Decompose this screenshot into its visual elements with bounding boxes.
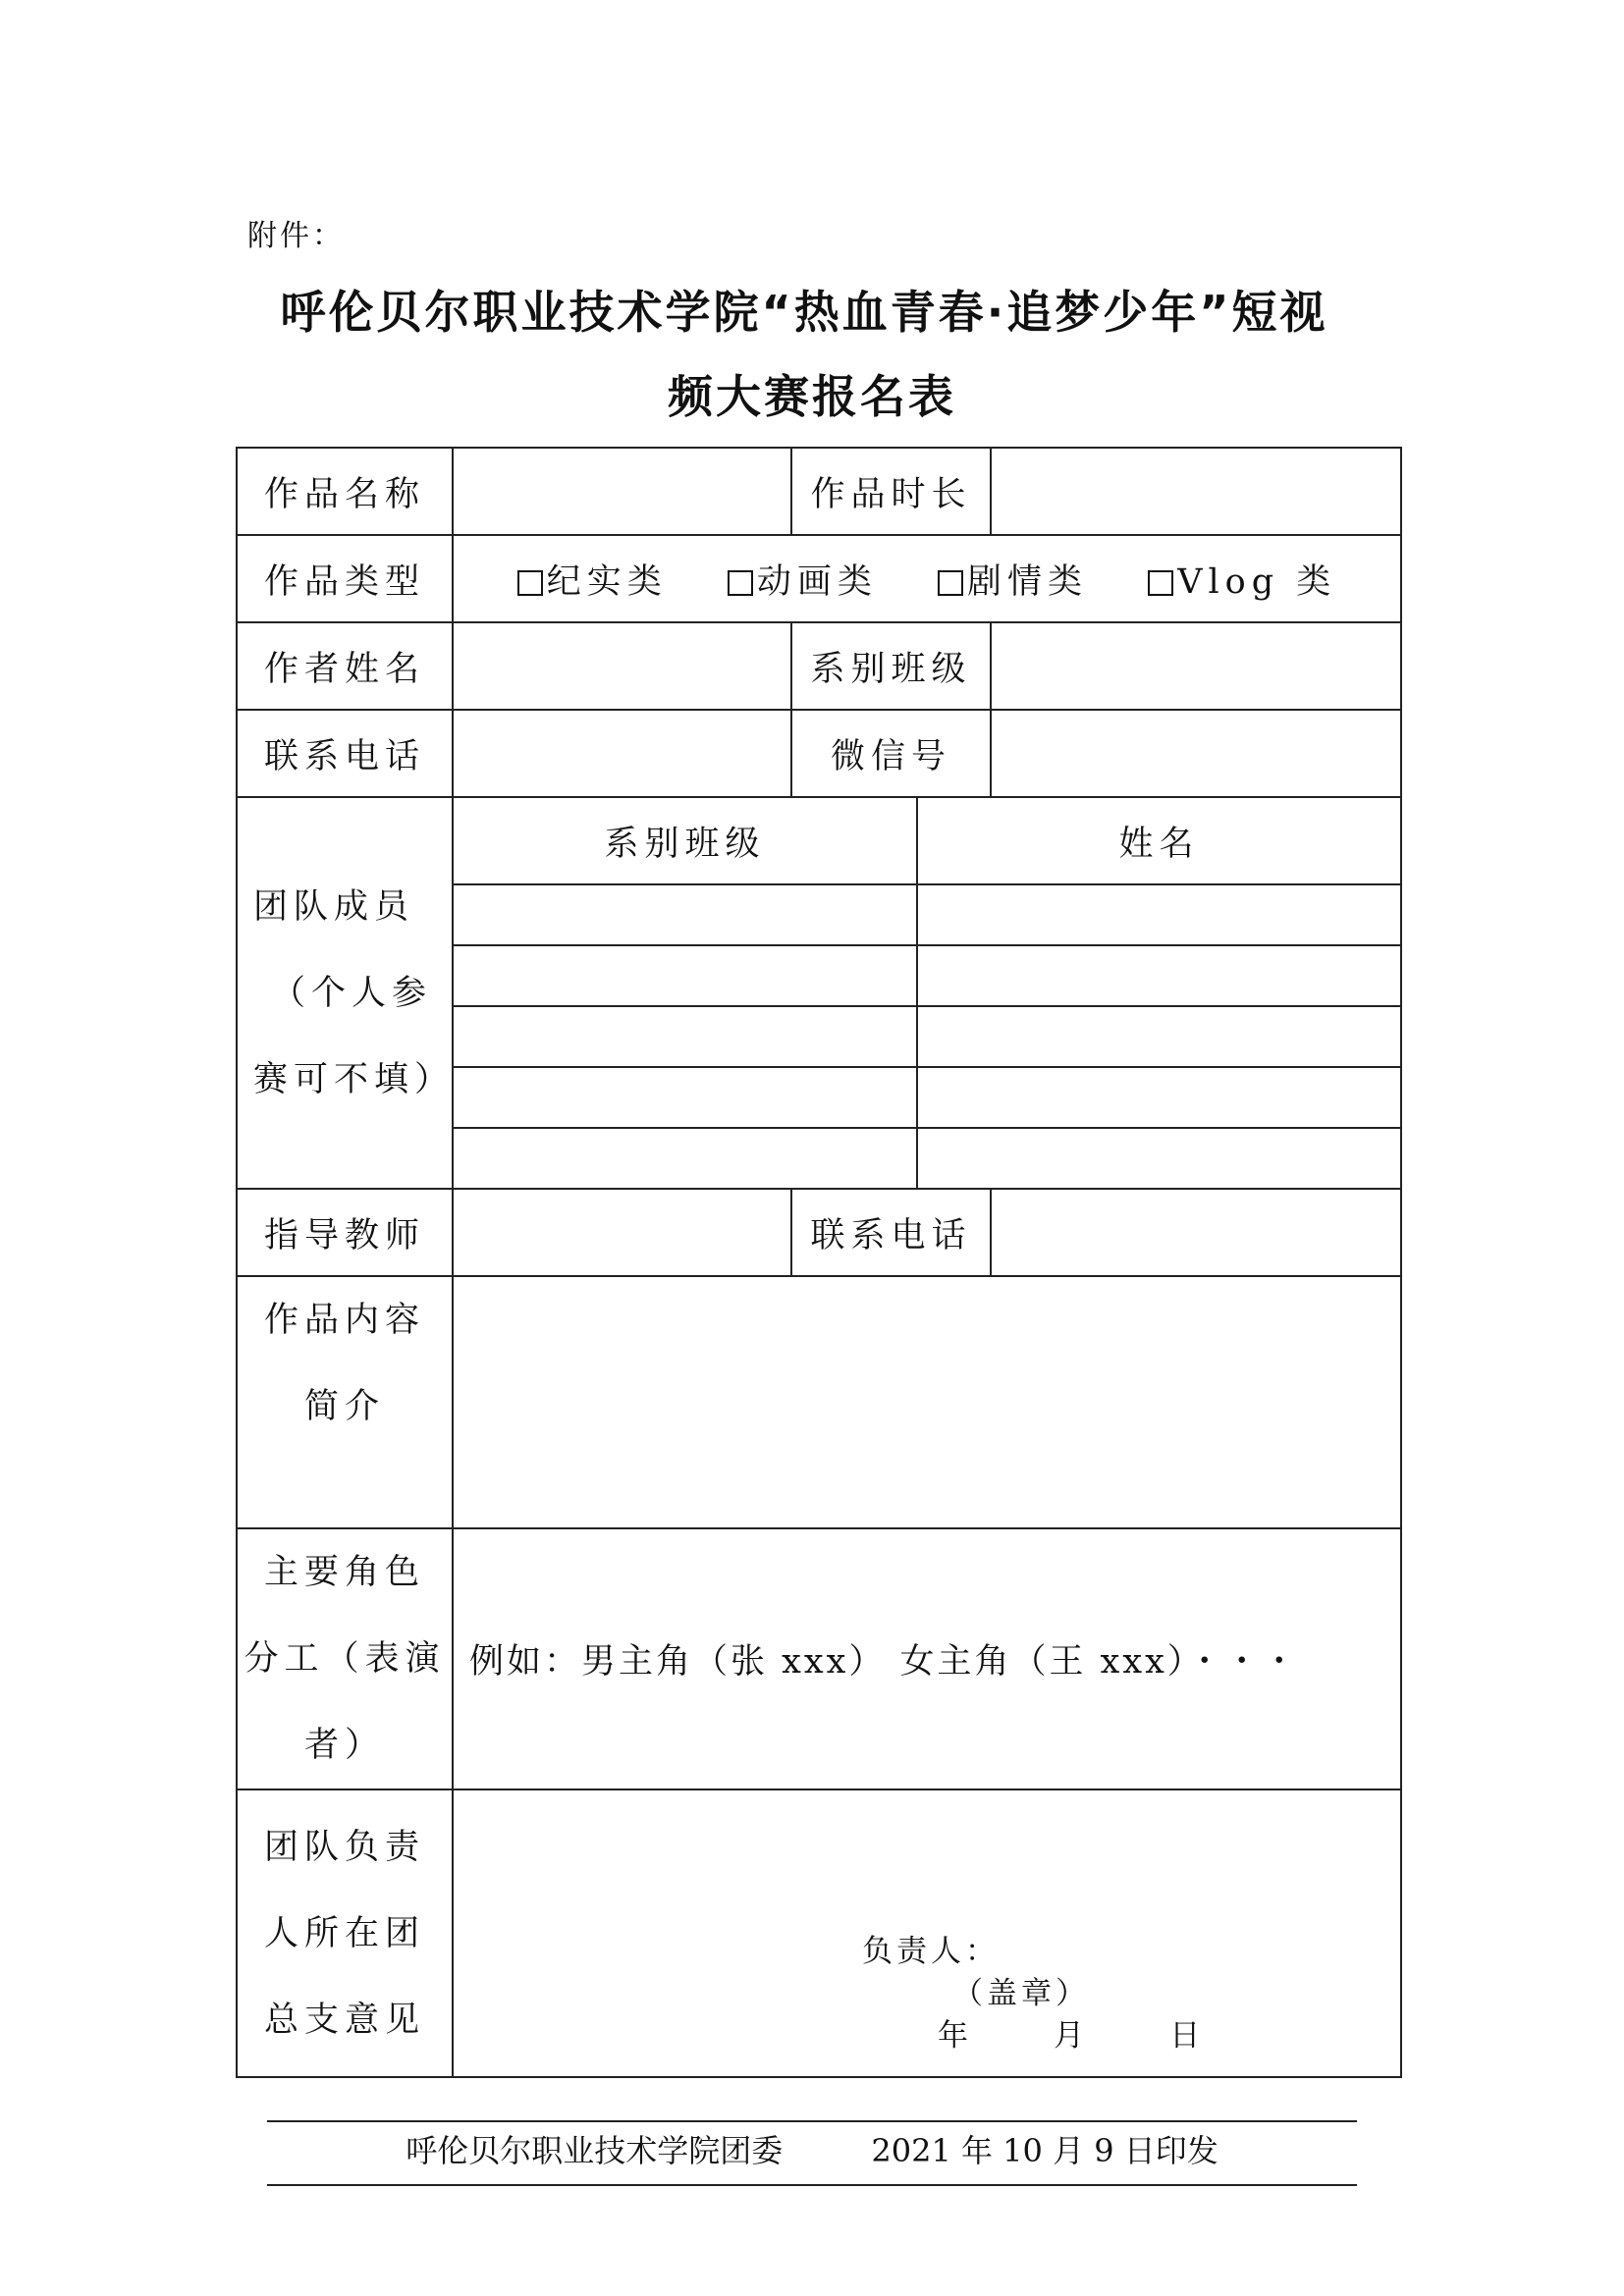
team-member-dept-cell[interactable] [453, 884, 917, 945]
work-type-options [453, 535, 1401, 622]
attachment-label: 附件： [247, 219, 345, 253]
work-duration-field[interactable] [991, 448, 1401, 535]
phone-field[interactable] [453, 710, 791, 797]
team-member-dept-cell[interactable] [453, 945, 917, 1006]
checkbox-icon[interactable] [728, 570, 753, 596]
team-col-dept-class: 系别班级 [453, 797, 917, 884]
footer [0, 2126, 1624, 2171]
checkbox-icon[interactable] [938, 570, 963, 596]
team-member-name-cell[interactable] [917, 1006, 1401, 1067]
author-name-label: 作者姓名 [237, 622, 453, 710]
team-member-name-cell[interactable] [917, 945, 1401, 1006]
team-member-name-cell[interactable] [917, 884, 1401, 945]
advisor-phone-field[interactable] [991, 1189, 1401, 1276]
phone-label: 联系电话 [237, 710, 453, 797]
work-type-option-drama[interactable]: 剧情类 [938, 562, 1088, 602]
author-name-field[interactable] [453, 622, 791, 710]
team-member-dept-cell[interactable] [453, 1128, 917, 1189]
page-title-line2: 频大赛报名表 [668, 370, 956, 423]
advisor-phone-label: 联系电话 [791, 1189, 991, 1276]
advisor-field[interactable] [453, 1189, 791, 1276]
team-member-dept-cell[interactable] [453, 1067, 917, 1128]
summary-label: 作品内容 简介 [237, 1276, 453, 1528]
footer-top-rule [267, 2120, 1357, 2122]
work-name-field[interactable] [453, 448, 791, 535]
footer-issuer: 呼伦贝尔职业技术学院团委 [406, 2132, 784, 2169]
work-name-label: 作品名称 [237, 448, 453, 535]
signature-date-label: 年 月 日 [938, 2018, 1205, 2054]
team-member-name-cell[interactable] [917, 1128, 1401, 1189]
signature-person-label: 负责人： [862, 1934, 1000, 1969]
signature-seal-label: （盖章） [952, 1976, 1090, 2011]
checkbox-icon[interactable] [517, 570, 543, 596]
wechat-field[interactable] [991, 710, 1401, 797]
registration-form-table [236, 447, 1402, 2078]
work-type-option-documentary[interactable]: 纪实类 [517, 562, 668, 602]
advisor-label: 指导教师 [237, 1189, 453, 1276]
work-type-option-animation[interactable]: 动画类 [728, 562, 878, 602]
roles-field[interactable]: 例如：男主角（张 xxx） 女主角（王 xxx）・・・ [453, 1528, 1401, 1789]
team-members-label: 团队成员 （个人参 赛可不填） [237, 797, 453, 1189]
work-type-label: 作品类型 [237, 535, 453, 622]
wechat-label: 微信号 [791, 710, 991, 797]
work-duration-label: 作品时长 [791, 448, 991, 535]
opinion-label: 团队负责 人所在团 总支意见 [237, 1789, 453, 2077]
work-type-option-vlog[interactable]: Vlog 类 [1148, 562, 1336, 602]
team-member-name-cell[interactable] [917, 1067, 1401, 1128]
team-member-dept-cell[interactable] [453, 1006, 917, 1067]
dept-class-label: 系别班级 [791, 622, 991, 710]
footer-date: 2021 年 10 月 9 日印发 [871, 2132, 1218, 2169]
footer-bottom-rule [267, 2184, 1357, 2186]
dept-class-field[interactable] [991, 622, 1401, 710]
roles-label: 主要角色 分工（表演 者） [237, 1528, 453, 1789]
team-col-name: 姓名 [917, 797, 1401, 884]
checkbox-icon[interactable] [1148, 570, 1173, 596]
page-title-line1: 呼伦贝尔职业技术学院“热血青春·追梦少年”短视 [280, 286, 1328, 339]
summary-field[interactable] [453, 1276, 1401, 1528]
